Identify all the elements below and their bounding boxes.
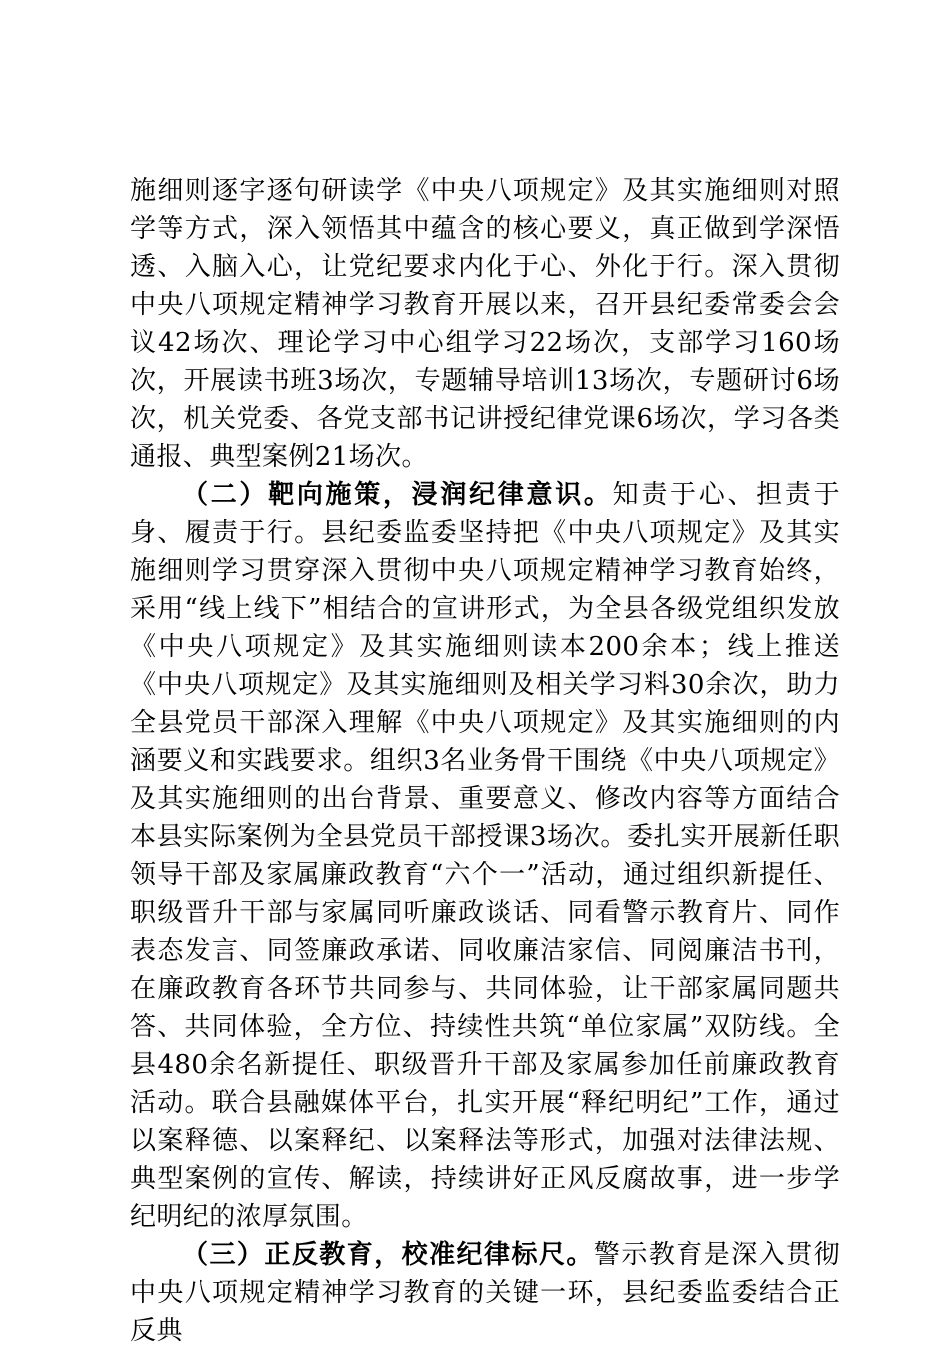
paragraph-body: 知责于心、担责于身、履责于行。县纪委监委坚持把《中央八项规定》及其实施细则学习贯穿深入贯彻中央八项规定精神学习教育始终，采用“线上线下”相结合的宣讲形式，为全县各级党组织发放《中央八项规定》及其实施细则读本200余本；线上推送《中央八项规定》及其实施细则及相关学习料30余次，助力全县党员干部深入理解《中央八项规定》及其实施细则的内涵要义和实践要求。组织3名业务骨干围绕《中央八项规定》及其实施细则的出台背景、重要意义、修改内容等方面结合本县实际案例为全县党员干部授课3场次。委扎实开展新任职领导干部及家属廉政教育“六个一”活动，通过组织新提任、职级晋升干部与家属同听廉政谈话、同看警示教育片、同作表态发言、同签廉政承诺、同收廉洁家信、同阅廉洁书刊，在廉政教育各环节共同参与、共同体验，让干部家属同题共答、共同体验，全方位、持续性共筑“单位家属”双防线。全县480余名新提任、职级晋升干部及家属参加任前廉政教育活动。联合县融媒体平台，扎实开展“释纪明纪”工作，通过以案释德、以案释纪、以案释法等形式，加强对法律法规、典型案例的宣传、解读，持续讲好正风反腐故事，进一步学纪明纪的浓厚氛围。 [130,480,840,1232]
paragraph-body: 警示教育是深入贯彻中央八项规定精神学习教育的关键一环，县纪委监委结合正反典 [130,1240,840,1346]
paragraph-section-2 [130,476,840,1236]
paragraph-section-3 [130,1236,840,1350]
section-heading: （三）正反教育，校准纪律标尺。 [182,1240,594,1270]
paragraph-body: 施细则逐字逐句研读学《中央八项规定》及其实施细则对照学等方式，深入领悟其中蕴含的核心要义，真正做到学深悟透、入脑入心，让党纪要求内化于心、外化于行。深入贯彻中央八项规定精神学习教育开展以来，召开县纪委常委会会议42场次、理论学习中心组学习22场次，支部学习160场次，开展读书班3场次，专题辅导培训13场次，专题研讨6场次，机关党委、各党支部书记讲授纪律党课6场次，学习各类通报、典型案例21场次。 [130,176,840,472]
paragraph-continuation [130,172,840,476]
document-page [130,172,840,1350]
section-heading: （二）靶向施策，浸润纪律意识。 [182,480,613,510]
